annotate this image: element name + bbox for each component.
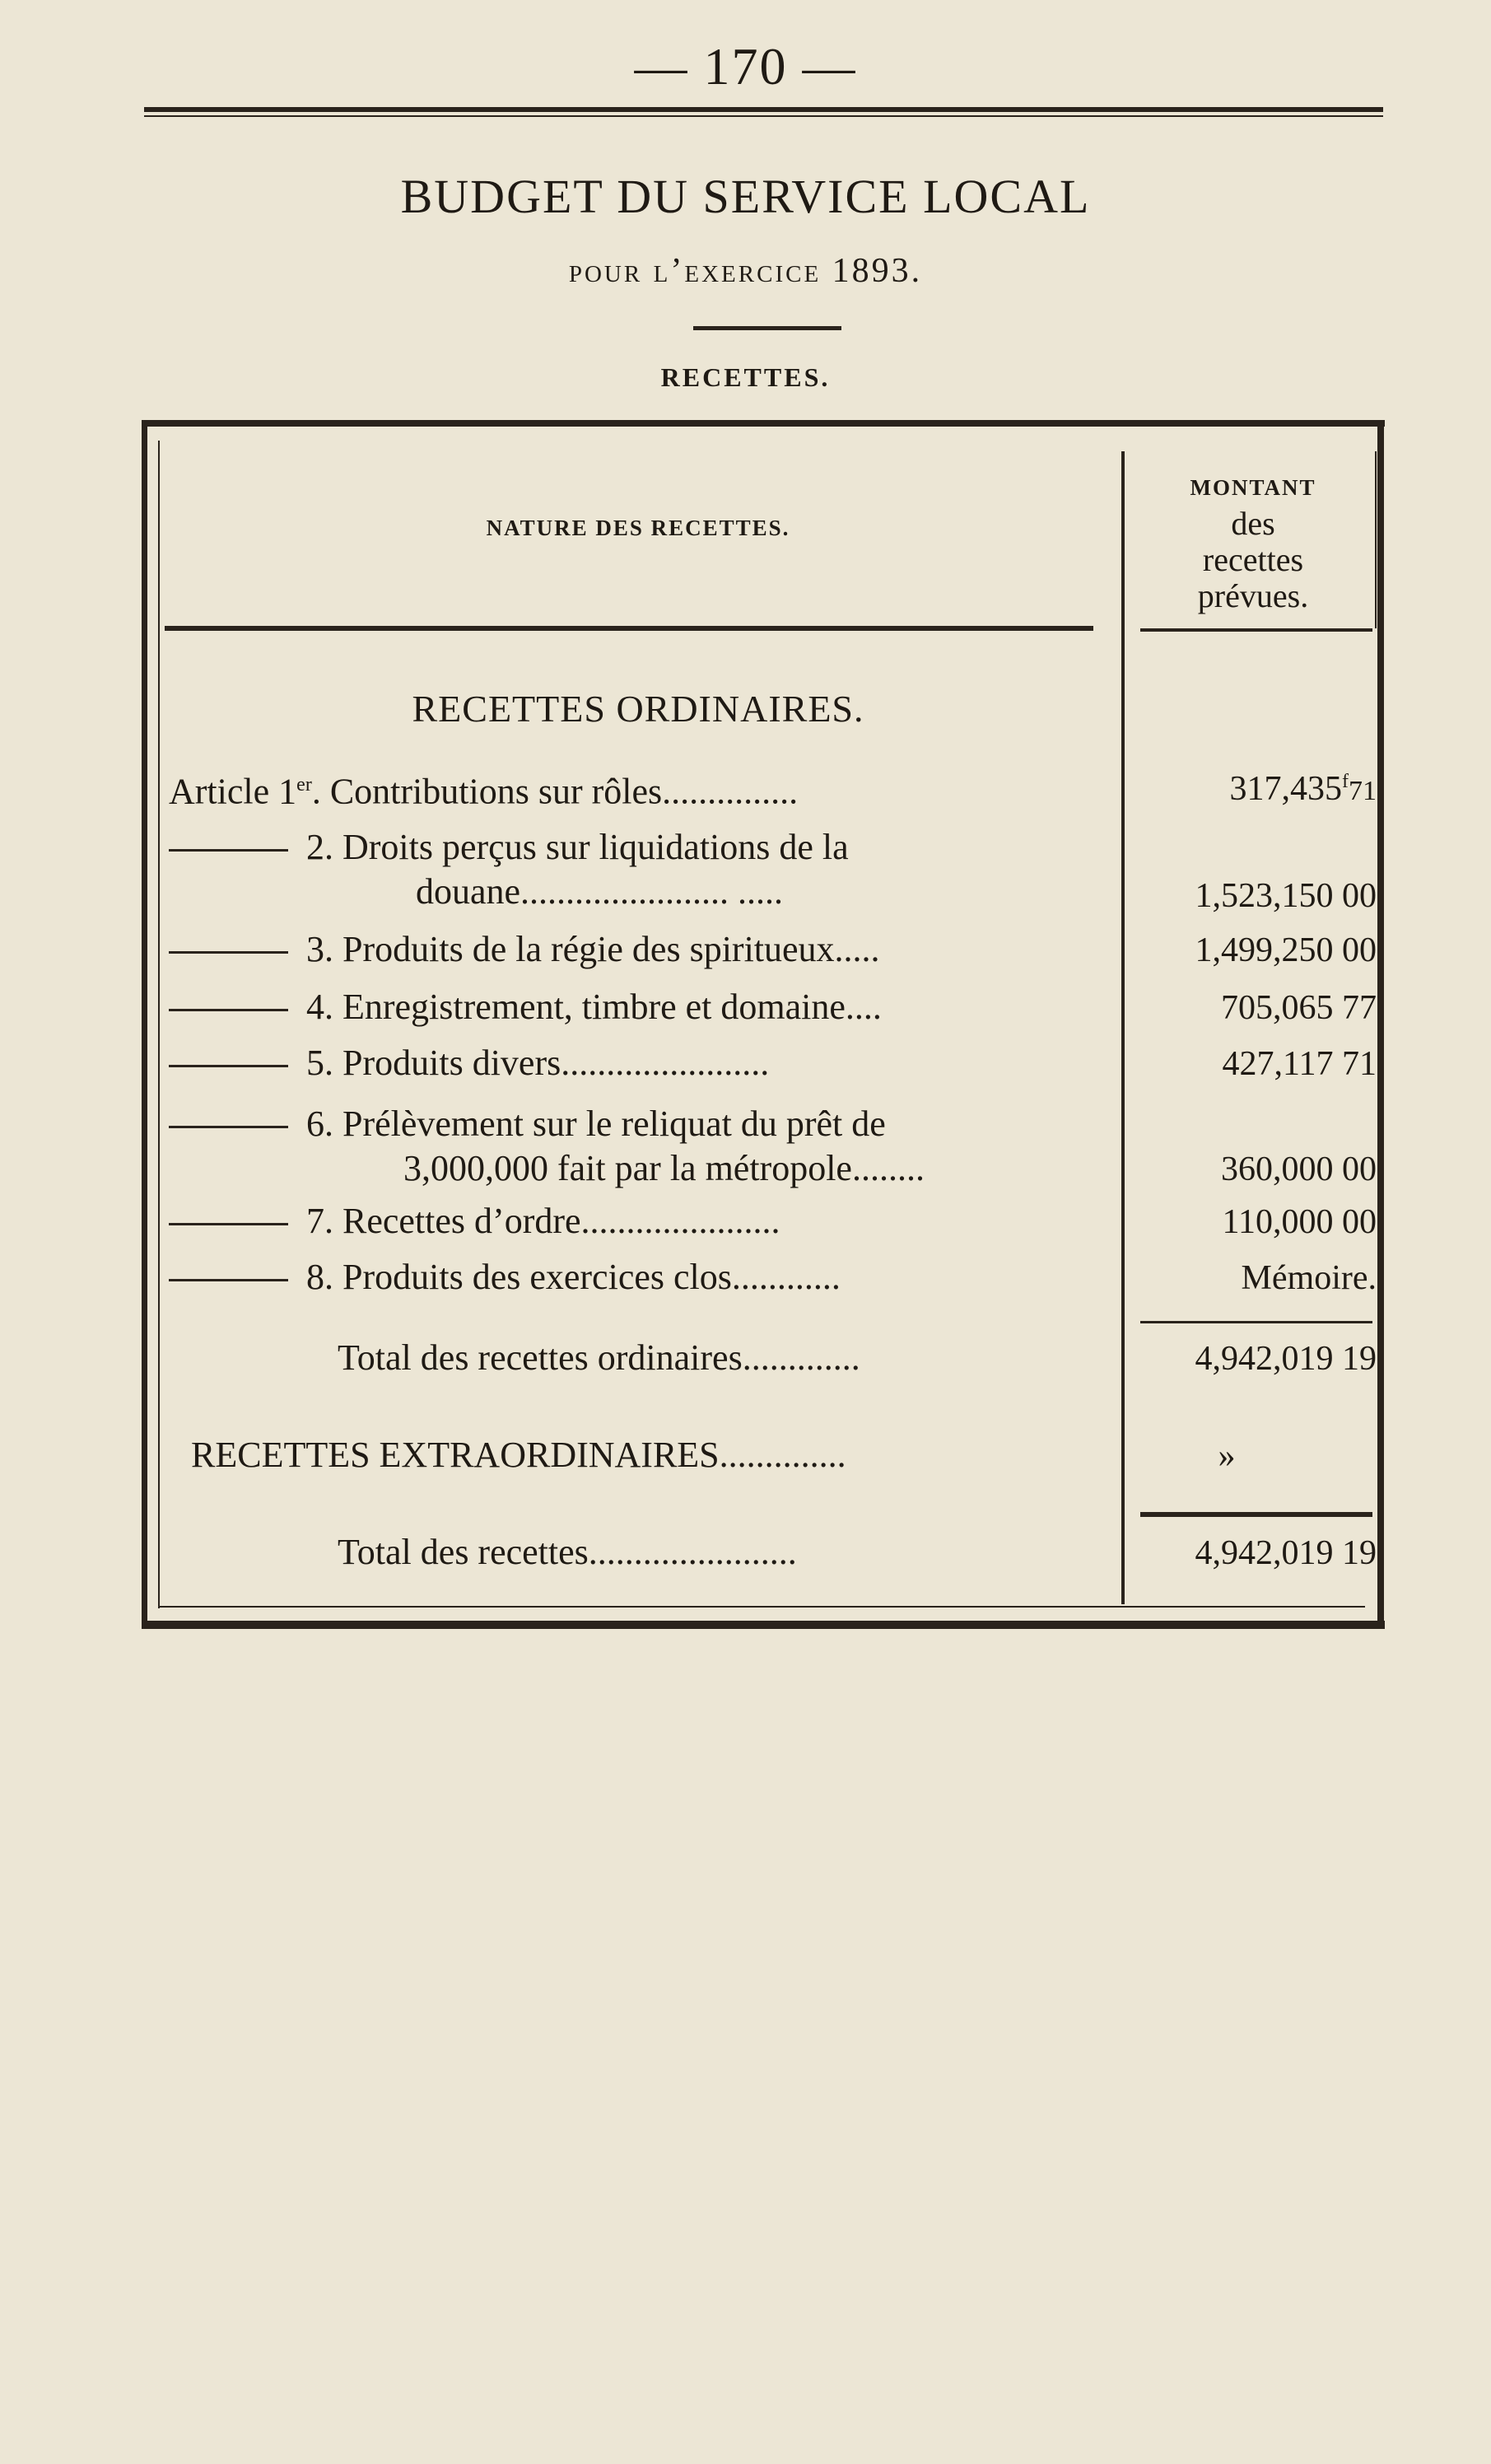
ditto-dash <box>169 1065 288 1067</box>
row-number: 5. <box>306 1043 333 1083</box>
ordinary-heading: RECETTES ORDINAIRES. <box>412 688 864 730</box>
row-number: 2. <box>306 827 333 867</box>
extraordinary-amount: » <box>1218 1437 1236 1475</box>
table-row <box>169 985 1116 1029</box>
table-frame-top <box>142 420 1385 427</box>
row-amount <box>1130 931 1377 970</box>
amount-value: 4,942,019 <box>1195 1534 1334 1572</box>
row-number: 6. <box>306 1104 333 1144</box>
row-label: Produits des exercices clos............ <box>342 1257 841 1297</box>
ditto-dash <box>169 951 288 954</box>
row-label: Enregistrement, timbre et domaine.... <box>342 987 882 1027</box>
amount-value: 360,000 <box>1221 1150 1334 1188</box>
table-row <box>169 927 1116 972</box>
section-title: RECETTES. <box>660 362 831 392</box>
row-amount <box>1130 988 1377 1028</box>
row-label-continued: douane....................... ..... <box>416 871 784 912</box>
amount-value: 705,065 <box>1221 989 1334 1027</box>
total-label: Total des recettes....................... <box>338 1532 797 1572</box>
table-frame-right <box>1377 420 1384 1629</box>
amount-value: 1,523,150 <box>1195 877 1334 915</box>
row-label-continued: 3,000,000 fait par la métropole........ <box>403 1148 925 1188</box>
amount-value: 110,000 <box>1222 1203 1334 1241</box>
amount-cents: 19 <box>1342 1340 1377 1378</box>
row-amount <box>1130 1202 1377 1242</box>
total-rule <box>1140 1512 1372 1517</box>
table-frame-left <box>142 420 147 1629</box>
header-rule-left <box>165 626 1093 631</box>
row-label: Recettes d’ordre...................... <box>342 1201 780 1241</box>
row-number: 7. <box>306 1201 333 1241</box>
ditto-dash <box>169 1279 288 1281</box>
ditto-dash <box>169 1223 288 1225</box>
amount-cents: 77 <box>1342 989 1377 1027</box>
table-row <box>169 1041 1116 1085</box>
table-frame-bottom <box>142 1621 1385 1629</box>
total-amount <box>1130 1533 1377 1573</box>
top-rule <box>144 107 1383 112</box>
ditto-dash <box>169 1009 288 1011</box>
extraordinary-row <box>191 1433 1138 1477</box>
row-amount <box>1130 1150 1377 1189</box>
amount-cents: 71 <box>1342 1045 1377 1083</box>
row-number: 8. <box>306 1257 333 1297</box>
amount-value: Mémoire. <box>1241 1259 1377 1297</box>
amount-value: 4,942,019 <box>1195 1340 1334 1378</box>
amount-cents: 71 <box>1349 776 1377 806</box>
row-label: Contributions sur rôles............... <box>329 771 799 812</box>
column-header-montant-caps: MONTANT <box>1190 475 1316 500</box>
row-number: 3. <box>306 929 333 969</box>
article-sup: er <box>296 774 312 796</box>
table-row <box>169 1255 1116 1300</box>
amount-cents: 00 <box>1342 931 1377 969</box>
amount-cents: 00 <box>1342 877 1377 915</box>
column-header-nature: NATURE DES RECETTES. <box>486 516 790 540</box>
column-header-line: prévues. <box>1197 577 1309 614</box>
table-row <box>169 825 1116 914</box>
row-label: Droits perçus sur liquidations de la <box>342 827 849 867</box>
column-header-montant <box>1130 469 1377 614</box>
header-rule-right <box>1140 628 1372 632</box>
column-divider <box>1121 451 1125 1604</box>
table-row <box>169 1199 1116 1244</box>
table-row: Article 1er. Contributions sur rôles............... <box>169 771 799 812</box>
amount-value: 1,499,250 <box>1195 931 1334 969</box>
amount-cents: 19 <box>1342 1534 1377 1572</box>
total-ordinary-amount <box>1130 1339 1377 1379</box>
page-title: BUDGET DU SERVICE LOCAL <box>400 170 1091 223</box>
article-label: Article 1 <box>169 771 297 812</box>
row-number: 4. <box>306 987 333 1027</box>
amount-value: 427,117 <box>1222 1045 1334 1083</box>
amount-cents: 00 <box>1342 1203 1377 1241</box>
subtotal-rule <box>1140 1321 1372 1323</box>
ditto-dash <box>169 1126 288 1128</box>
row-amount <box>1130 876 1377 916</box>
column-header-line: recettes <box>1202 541 1304 578</box>
total-ordinary-row <box>169 1336 1120 1380</box>
amount-unit: f <box>1342 771 1349 792</box>
page-subtitle: pour l’exercice 1893. <box>568 252 923 290</box>
row-label: Prélèvement sur le reliquat du prêt de <box>342 1104 886 1144</box>
total-ordinary-label: Total des recettes ordinaires............. <box>338 1337 860 1378</box>
ditto-dash <box>169 849 288 852</box>
row-label: Produits de la régie des spiritueux..... <box>342 929 880 969</box>
row-amount <box>1130 769 1377 809</box>
table-inner-left <box>158 441 160 1608</box>
column-header-line: des <box>1231 505 1275 542</box>
amount-value: 317,435 <box>1229 770 1342 808</box>
extraordinary-label: RECETTES EXTRAORDINAIRES.............. <box>191 1435 846 1475</box>
page-number: — 170 — <box>634 37 857 96</box>
row-amount <box>1130 1258 1377 1298</box>
title-divider <box>693 326 841 330</box>
table-inner-bottom <box>158 1606 1365 1608</box>
row-amount <box>1130 1044 1377 1084</box>
top-rule-thin <box>144 115 1383 117</box>
amount-cents: 00 <box>1342 1150 1377 1188</box>
row-label: Produits divers....................... <box>342 1043 770 1083</box>
table-row <box>169 1102 1116 1191</box>
total-row <box>169 1530 1120 1575</box>
